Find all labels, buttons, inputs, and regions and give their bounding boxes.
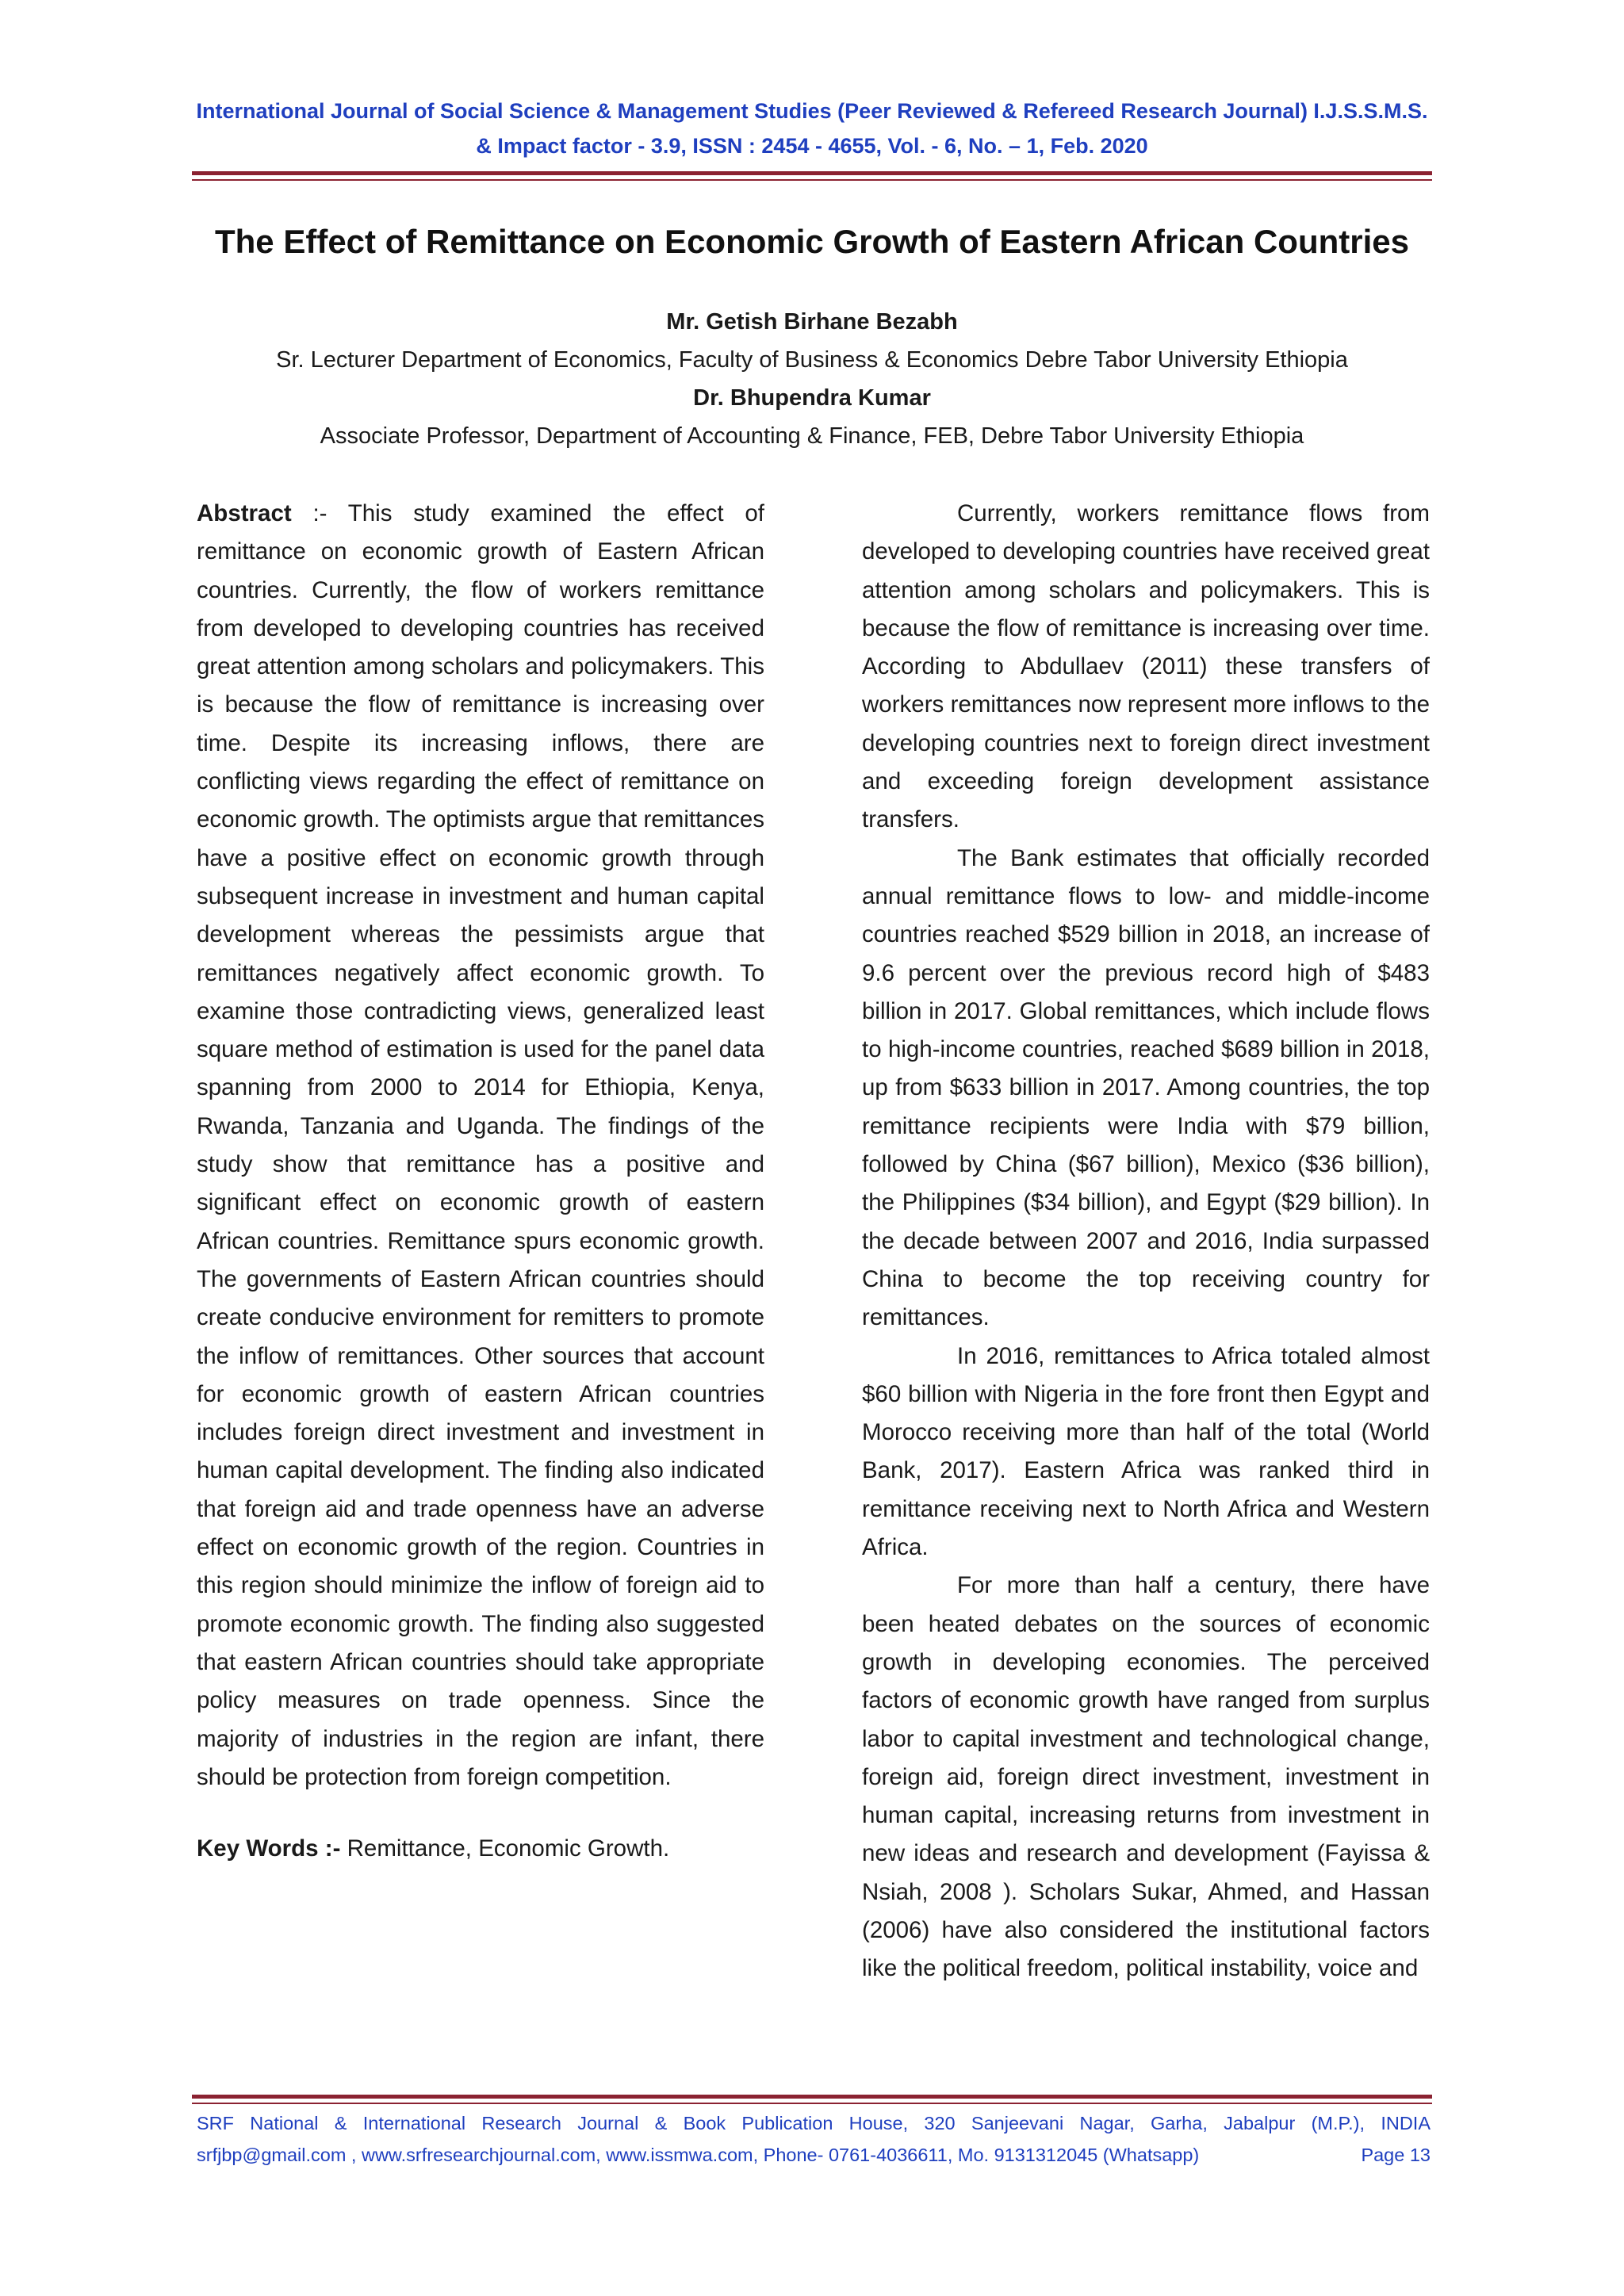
paper-title: The Effect of Remittance on Economic Growth of Eastern African Countries <box>215 223 1409 260</box>
author-name: Dr. Bhupendra Kumar <box>693 385 931 411</box>
keywords-label: Key Words :- <box>197 1835 341 1862</box>
page-number: Page 13 <box>1361 2145 1431 2165</box>
footer-rule-thin <box>192 2103 1432 2104</box>
keywords-text: Remittance, Economic Growth. <box>340 1835 670 1862</box>
right-column <box>862 495 1430 1988</box>
left-column <box>197 495 764 1868</box>
author-block <box>159 303 1465 455</box>
journal-header-line2: & Impact factor - 3.9, ISSN : 2454 - 4655, Vol. - 6, No. – 1, Feb. 2020 <box>476 134 1148 158</box>
publisher-address: SRF National & International Research Journal & Book Publication House, 320 Sanjeevani Nagar, Garha, Jabalpur (M.P.), INDIA <box>197 2113 1431 2133</box>
body-paragraph: The Bank estimates that officially recorded annual remittance flows to low- and middle-income countries reached $529 billion in 2018, an increase of 9.6 percent over the previous record high of $483 billion in 2017. Global remittances, which include flows to high-income countries, reached $689 billion in 2018, up from $633 billion in 2017. Among countries, the top remittance recipients were India with $79 billion, followed by China ($67 billion), Mexico ($36 billion), the Philippines ($34 billion), and Egypt ($29 billion). In the decade between 2007 and 2016, India surpassed China to become the top receiving country for remittances. <box>862 844 1430 1331</box>
keywords-paragraph <box>197 1830 764 1868</box>
header-rule-thin <box>192 179 1432 181</box>
journal-header-line1: International Journal of Social Science & Management Studies (Peer Reviewed & Refereed Research Journal) I.J.S.S.M.S. <box>196 99 1428 123</box>
footer-rule-thick <box>192 2095 1432 2099</box>
journal-header <box>190 94 1434 163</box>
author-affiliation: Sr. Lecturer Department of Economics, Faculty of Business & Economics Debre Tabor University Ethiopia <box>276 347 1348 373</box>
page-footer <box>197 2107 1431 2171</box>
footer-contact-row <box>197 2139 1431 2171</box>
body-paragraph: In 2016, remittances to Africa totaled almost $60 billion with Nigeria in the fore front then Egypt and Morocco receiving more than half of the total (World Bank, 2017). Eastern Africa was ranked third in remittance receiving next to North Africa and Western Africa. <box>862 1342 1430 1561</box>
author-name: Mr. Getish Birhane Bezabh <box>666 309 958 335</box>
body-paragraph: For more than half a century, there have been heated debates on the sources of economic growth in developing economies. The perceived factors of economic growth have ranged from surplus labor to capital investment and technological change, foreign aid, foreign direct investment, investment in human capital, increasing returns from investment in new ideas and research and development (Fayissa & Nsiah, 2008 ). Scholars Sukar, Ahmed, and Hassan (2006) have also considered the institutional factors like the political freedom, political instability, voice and <box>862 1572 1430 1982</box>
abstract-label: Abstract <box>197 500 292 526</box>
abstract-text: :- This study examined the effect of remittance on economic growth of Eastern African countries. Currently, the flow of workers remittance from developed to developing countries has received great attention among scholars and policymakers. This is because the flow of remittance is increasing over time. Despite its increasing inflows, there are conflicting views regarding the effect of remittance on economic growth. The optimists argue that remittances have a positive effect on economic growth through subsequent increase in investment and human capital development whereas the pessimists argue that remittances negatively affect economic growth. To examine those contradicting views, generalized least square method of estimation is used for the panel data spanning from 2000 to 2014 for Ethiopia, Kenya, Rwanda, Tanzania and Uganda. The findings of the study show that remittance has a positive and significant effect on economic growth of eastern African countries. Remittance spurs economic growth. The governments of Eastern African countries should create conducive environment for remitters to promote the inflow of remittances. Other sources that account for economic growth of eastern African countries includes foreign direct investment and investment in human capital development. The finding also indicated that foreign aid and trade openness have an adverse effect on economic growth of the region. Countries in this region should minimize the inflow of foreign aid to promote economic growth. The finding also suggested that eastern African countries should take appropriate policy measures on trade openness. Since the majority of industries in the region are infant, there should be protection from foreign competition. <box>197 500 764 1790</box>
publisher-contact: srfjbp@gmail.com , www.srfresearchjournal.com, www.issmwa.com, Phone- 0761-4036611, Mo. 9131312045 (Whatsapp) <box>197 2145 1200 2165</box>
abstract-paragraph <box>197 495 764 1797</box>
header-rule-thick <box>192 171 1432 175</box>
body-paragraph: Currently, workers remittance flows from developed to developing countries have received great attention among scholars and policymakers. This is because the flow of remittance is increasing over time. According to Abdullaev (2011) these transfers of workers remittances now represent more inflows to the developing countries next to foreign direct investment and exceeding foreign development assistance transfers. <box>862 500 1430 833</box>
author-affiliation: Associate Professor, Department of Accounting & Finance, FEB, Debre Tabor University Ethiopia <box>320 423 1304 449</box>
